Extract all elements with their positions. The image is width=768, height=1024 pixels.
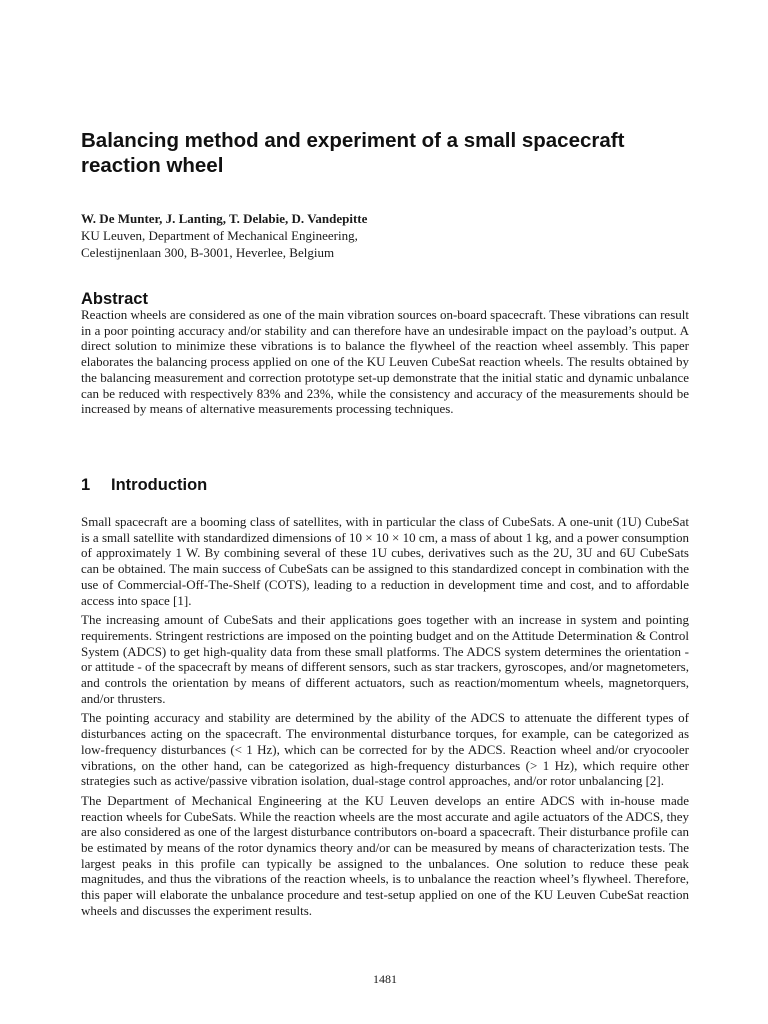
affiliation-line-2: Celestijnenlaan 300, B-3001, Heverlee, Belgium (81, 245, 335, 260)
intro-paragraph-2: The increasing amount of CubeSats and their applications goes together with an increase in system and pointing requirements. Stringent restrictions are imposed on the pointing budget and on the Attitude Determination & Control System (ADCS) to get high-quality data from these small platforms. The ADCS system determines the orientation - or attitude - of the spacecraft by means of different sensors, such as star trackers, gyroscopes, and/or magnetometers, and controls the orientation by means of different actuators, such as reaction/momentum wheels, magnetorquers, and/or thrusters. (81, 612, 689, 706)
abstract-text: Reaction wheels are considered as one of the main vibration sources on-board spacecraft. These vibrations can result in a poor pointing accuracy and/or stability and can therefore have an undesirable impact on the payload’s output. A direct solution to minimize these vibrations is to balance the flywheel of the reaction wheel assembly. This paper elaborates the balancing process applied on one of the KU Leuven CubeSat reaction wheels. The results obtained by the balancing measurement and correction prototype set-up demonstrate that the initial static and dynamic unbalance can be reduced with respectively 83% and 23%, while the consistency and accuracy of the measurements should be increased by means of alternative measurements processing techniques. (81, 307, 689, 417)
intro-paragraph-4: The Department of Mechanical Engineering at the KU Leuven develops an entire ADCS with in-house made reaction wheels for CubeSats. While the reaction wheels are the most accurate and agile actuators of the ADCS, they are also considered as one of the largest disturbance contributors on-board a spacecraft. Their disturbance profile can be estimated by means of the rotor dynamics theory and/or can be measured by means of characterization tests. The largest peaks in this profile can typically be assigned to the unbalances. One solution to reduce these peak magnitudes, and thus the vibrations of the reaction wheels, is to unbalance the reaction wheel’s flywheel. Therefore, this paper will elaborate the unbalance procedure and test-setup applied on one of the KU Leuven CubeSat reaction wheels and discusses the experiment results. (81, 792, 689, 918)
abstract-heading: Abstract (81, 290, 148, 308)
page-number: 1481 (373, 972, 397, 986)
authors: W. De Munter, J. Lanting, T. Delabie, D. Vandepitte (81, 211, 368, 226)
affiliation-line-1: KU Leuven, Department of Mechanical Engineering, (81, 228, 358, 243)
intro-paragraph-3: The pointing accuracy and stability are determined by the ability of the ADCS to attenuate the different types of disturbances acting on the spacecraft. The environmental disturbance torques, for example, can be categorized as low-frequency disturbances (< 1 Hz), which can be corrected for by the ADCS. Reaction wheel and/or cryocooler vibrations, on the other hand, can be categorized as high-frequency disturbances (> 1 Hz), which require other strategies such as active/passive vibration isolation, dual-stage control approaches, and/or rotor unbalancing [2]. (81, 710, 689, 789)
section-number: 1 (81, 476, 91, 494)
intro-paragraph-1: Small spacecraft are a booming class of satellites, with in particular the class of CubeSats. A one-unit (1U) CubeSat is a small satellite with standardized dimensions of 10 × 10 × 10 cm, a mass of about 1 kg, and a power consumption of approximately 1 W. By combining several of these 1U cubes, derivatives such as the 2U, 3U and 6U CubeSats can be obtained. The main success of CubeSats can be assigned to this standardized concept in combination with the use of Commercial-Off-The-Shelf (COTS), leading to a reduction in development time and cost, and to affordable access into space [1]. (81, 514, 689, 608)
section-title: Introduction (111, 476, 208, 494)
introduction-heading (81, 476, 207, 495)
introduction-body (81, 514, 689, 923)
paper-title: Balancing method and experiment of a small spacecraft reaction wheel (81, 129, 625, 177)
author-block (81, 210, 689, 261)
